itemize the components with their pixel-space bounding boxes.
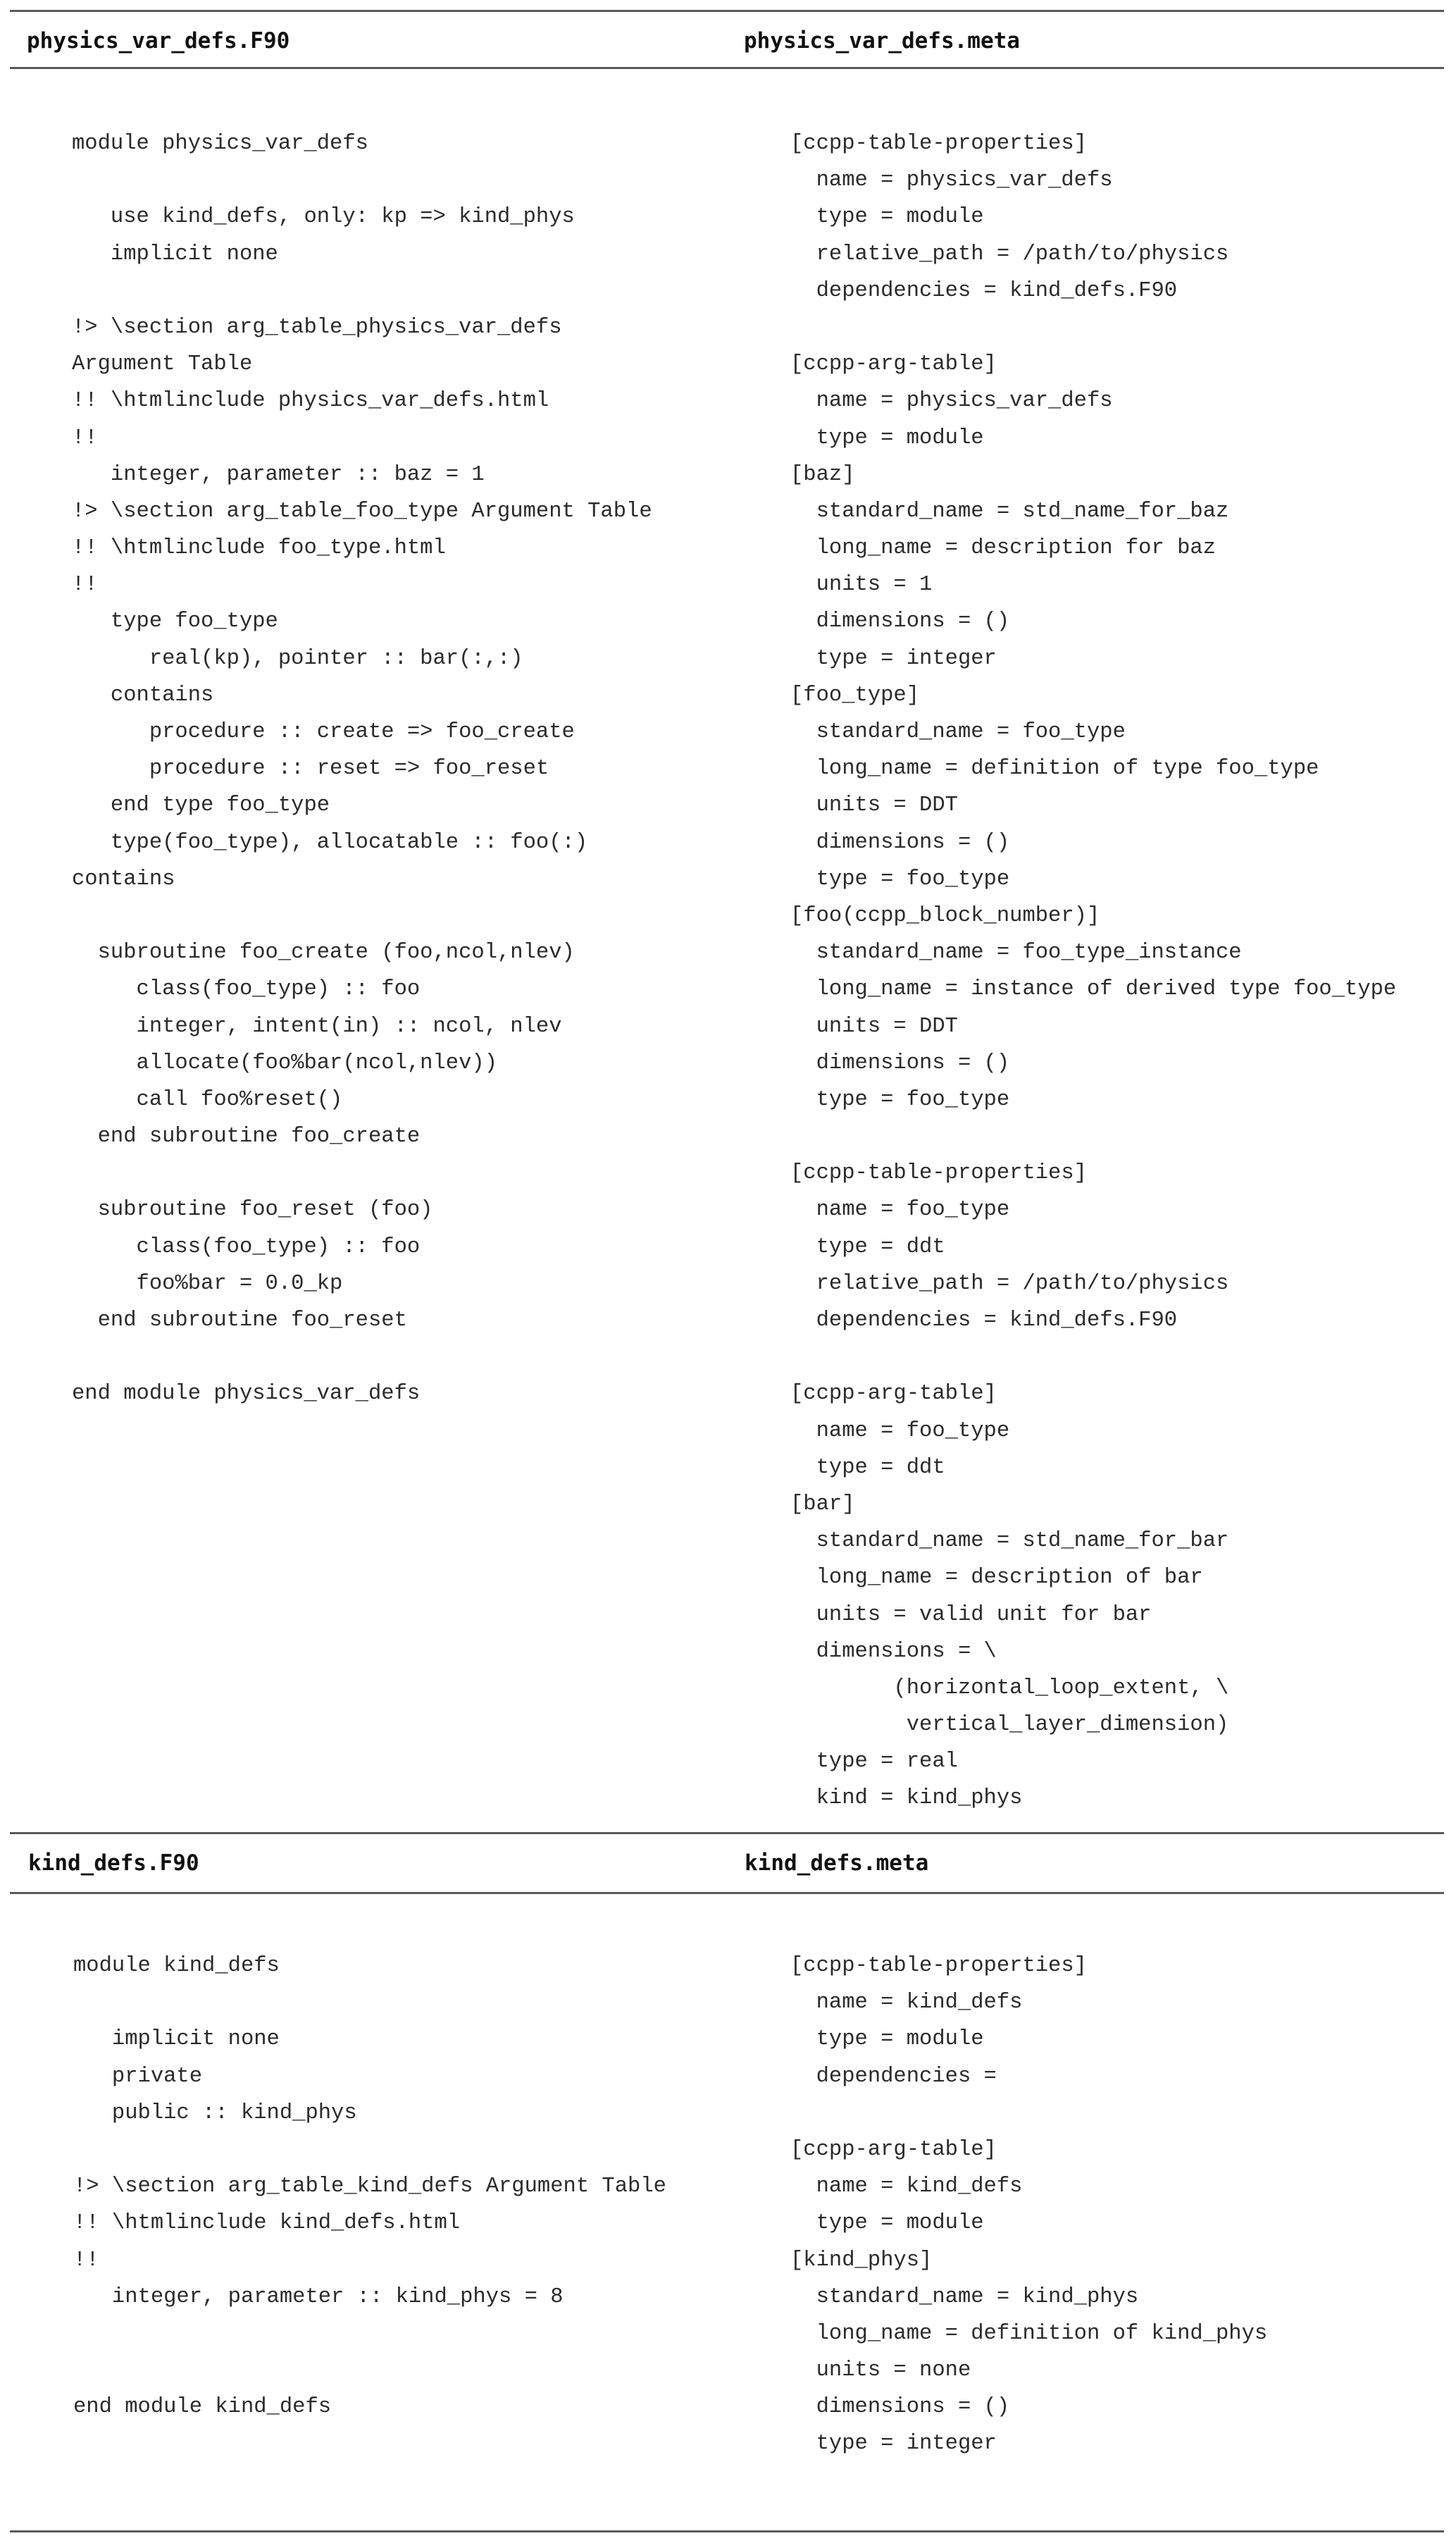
code-line: type = ddt — [790, 1235, 945, 1259]
code-line: long_name = description for baz — [790, 536, 1216, 561]
code-line: contains — [72, 683, 214, 707]
bottom-header-rule — [10, 1892, 1444, 1894]
code-line: contains — [72, 867, 175, 891]
code-line: name = kind_defs — [790, 1991, 1023, 2015]
code-line: !! — [73, 2248, 99, 2272]
code-line: module physics_var_defs — [72, 132, 368, 156]
code-line — [73, 2315, 666, 2352]
code-line: units = DDT — [790, 793, 958, 818]
code-line — [72, 898, 652, 934]
code-line: module kind_defs — [73, 1954, 280, 1978]
code-line: Argument Table — [72, 352, 253, 377]
code-line: dependencies = kind_defs.F90 — [790, 1309, 1178, 1332]
code-line: type(foo_type), allocatable :: foo(:) — [72, 830, 588, 855]
code-line: type = foo_type — [790, 1087, 1010, 1112]
code-line: standard_name = std_name_for_baz — [790, 499, 1229, 524]
top-rule — [10, 10, 1444, 12]
top-header-rule — [10, 67, 1444, 69]
code-line: long_name = description of bar — [790, 1566, 1203, 1590]
code-line — [73, 2132, 666, 2168]
code-line: [ccpp-arg-table] — [790, 1382, 997, 1406]
code-line: !! — [72, 426, 98, 450]
code-line: implicit none — [73, 2027, 280, 2052]
code-line: !> \section arg_table_kind_defs Argument Table — [73, 2175, 666, 2199]
code-line: [ccpp-arg-table] — [790, 352, 997, 377]
code-line: type = integer — [790, 2432, 997, 2456]
code-line: type = integer — [790, 646, 997, 671]
code-line: !! \htmlinclude physics_var_defs.html — [72, 389, 549, 414]
code-line: !! \htmlinclude foo_type.html — [72, 536, 446, 561]
code-line — [790, 2095, 1267, 2132]
code-line: dependencies = kind_defs.F90 — [790, 278, 1178, 303]
code-line — [790, 1118, 1396, 1155]
code-line: integer, intent(in) :: ncol, nlev — [72, 1014, 562, 1039]
code-line: units = none — [790, 2358, 971, 2383]
code-line: name = foo_type — [790, 1198, 1010, 1223]
code-line: end subroutine foo_reset — [72, 1309, 407, 1332]
kind-defs-meta-code — [790, 1948, 1267, 2463]
code-line: [foo(ccpp_block_number)] — [790, 903, 1100, 928]
code-line — [73, 2352, 666, 2389]
code-line: [kind_phys] — [790, 2248, 933, 2272]
kind-defs-f90-code — [73, 1948, 666, 2425]
code-line: long_name = definition of type foo_type — [790, 757, 1319, 781]
physics-var-defs-meta-filename: physics_var_defs.meta — [744, 28, 1020, 54]
code-line: subroutine foo_create (foo,ncol,nlev) — [72, 941, 575, 965]
physics-var-defs-meta-code — [790, 125, 1396, 1817]
middle-rule — [10, 1832, 1444, 1834]
code-line: [ccpp-arg-table] — [790, 2137, 997, 2162]
physics-var-defs-f90-filename: physics_var_defs.F90 — [27, 28, 290, 54]
bottom-rule — [10, 2530, 1444, 2532]
code-line: integer, parameter :: baz = 1 — [72, 462, 485, 487]
code-line: type = module — [790, 2027, 984, 2052]
code-line: dimensions = \ — [790, 1639, 997, 1664]
code-line: type = module — [790, 2211, 984, 2236]
code-line: long_name = instance of derived type foo_type — [790, 977, 1397, 1002]
code-line: relative_path = /path/to/physics — [790, 1271, 1229, 1296]
code-line: type = foo_type — [790, 867, 1010, 891]
code-line: type = module — [790, 205, 984, 230]
code-line: use kind_defs, only: kp => kind_phys — [72, 205, 575, 230]
code-line: [baz] — [790, 462, 855, 487]
code-line: type = ddt — [790, 1455, 945, 1480]
code-line: type foo_type — [72, 610, 278, 634]
code-line: end type foo_type — [72, 793, 330, 818]
code-line: standard_name = foo_type — [790, 720, 1126, 744]
code-line: name = physics_var_defs — [790, 168, 1113, 193]
code-line: class(foo_type) :: foo — [72, 1235, 421, 1259]
code-line: units = valid unit for bar — [790, 1602, 1152, 1627]
code-line: subroutine foo_reset (foo) — [72, 1198, 433, 1223]
code-line: units = DDT — [790, 1014, 958, 1039]
code-line — [73, 1984, 666, 2021]
code-line: real(kp), pointer :: bar(:,:) — [72, 646, 523, 671]
code-line: name = physics_var_defs — [790, 389, 1113, 414]
code-line: [ccpp-table-properties] — [790, 1161, 1087, 1186]
code-line: [ccpp-table-properties] — [790, 132, 1087, 156]
code-line: procedure :: create => foo_create — [72, 720, 575, 744]
code-line: dependencies = — [790, 2064, 997, 2089]
code-line: dimensions = () — [790, 610, 1010, 634]
code-line: standard_name = foo_type_instance — [790, 941, 1242, 965]
code-line: !> \section arg_table_physics_var_defs — [72, 315, 562, 340]
code-line: !! — [72, 573, 98, 598]
code-line: class(foo_type) :: foo — [72, 977, 421, 1002]
code-line: [bar] — [790, 1492, 855, 1516]
code-line: !> \section arg_table_foo_type Argument Table — [72, 499, 652, 524]
physics-var-defs-f90-code — [72, 125, 652, 1413]
code-line: [ccpp-table-properties] — [790, 1954, 1087, 1978]
code-line: [foo_type] — [790, 683, 920, 707]
code-line: !! \htmlinclude kind_defs.html — [73, 2211, 461, 2236]
code-line: name = foo_type — [790, 1418, 1010, 1443]
code-line — [72, 273, 652, 309]
code-line: type = module — [790, 426, 984, 450]
code-line — [72, 1155, 652, 1192]
code-line: standard_name = kind_phys — [790, 2284, 1139, 2309]
code-line: kind = kind_phys — [790, 1786, 1023, 1811]
code-line: implicit none — [72, 242, 278, 266]
code-line: vertical_layer_dimension) — [790, 1713, 1229, 1738]
code-line: standard_name = std_name_for_bar — [790, 1529, 1229, 1554]
code-line: end module physics_var_defs — [72, 1382, 421, 1406]
code-line — [790, 309, 1396, 346]
kind-defs-f90-filename: kind_defs.F90 — [28, 1850, 199, 1876]
code-line: procedure :: reset => foo_reset — [72, 757, 549, 781]
code-line: public :: kind_phys — [73, 2101, 357, 2125]
code-line: dimensions = () — [790, 2395, 1010, 2420]
code-line: end module kind_defs — [73, 2395, 332, 2420]
code-line: name = kind_defs — [790, 2175, 1023, 2199]
code-line: allocate(foo%bar(ncol,nlev)) — [72, 1051, 497, 1075]
kind-defs-meta-filename: kind_defs.meta — [745, 1850, 929, 1876]
code-line: dimensions = () — [790, 830, 1010, 855]
code-line — [790, 1339, 1396, 1375]
code-line: long_name = definition of kind_phys — [790, 2321, 1268, 2346]
code-line: type = real — [790, 1750, 958, 1774]
code-line — [72, 1339, 652, 1375]
code-line: dimensions = () — [790, 1051, 1010, 1075]
code-line: call foo%reset() — [72, 1087, 343, 1112]
code-line: end subroutine foo_create — [72, 1125, 421, 1149]
code-line: integer, parameter :: kind_phys = 8 — [73, 2284, 564, 2309]
code-line: foo%bar = 0.0_kp — [72, 1271, 343, 1296]
code-line: units = 1 — [790, 573, 933, 598]
code-line: private — [73, 2064, 203, 2089]
code-line — [72, 162, 652, 199]
code-line: relative_path = /path/to/physics — [790, 242, 1229, 266]
code-line: (horizontal_loop_extent, \ — [790, 1676, 1229, 1700]
